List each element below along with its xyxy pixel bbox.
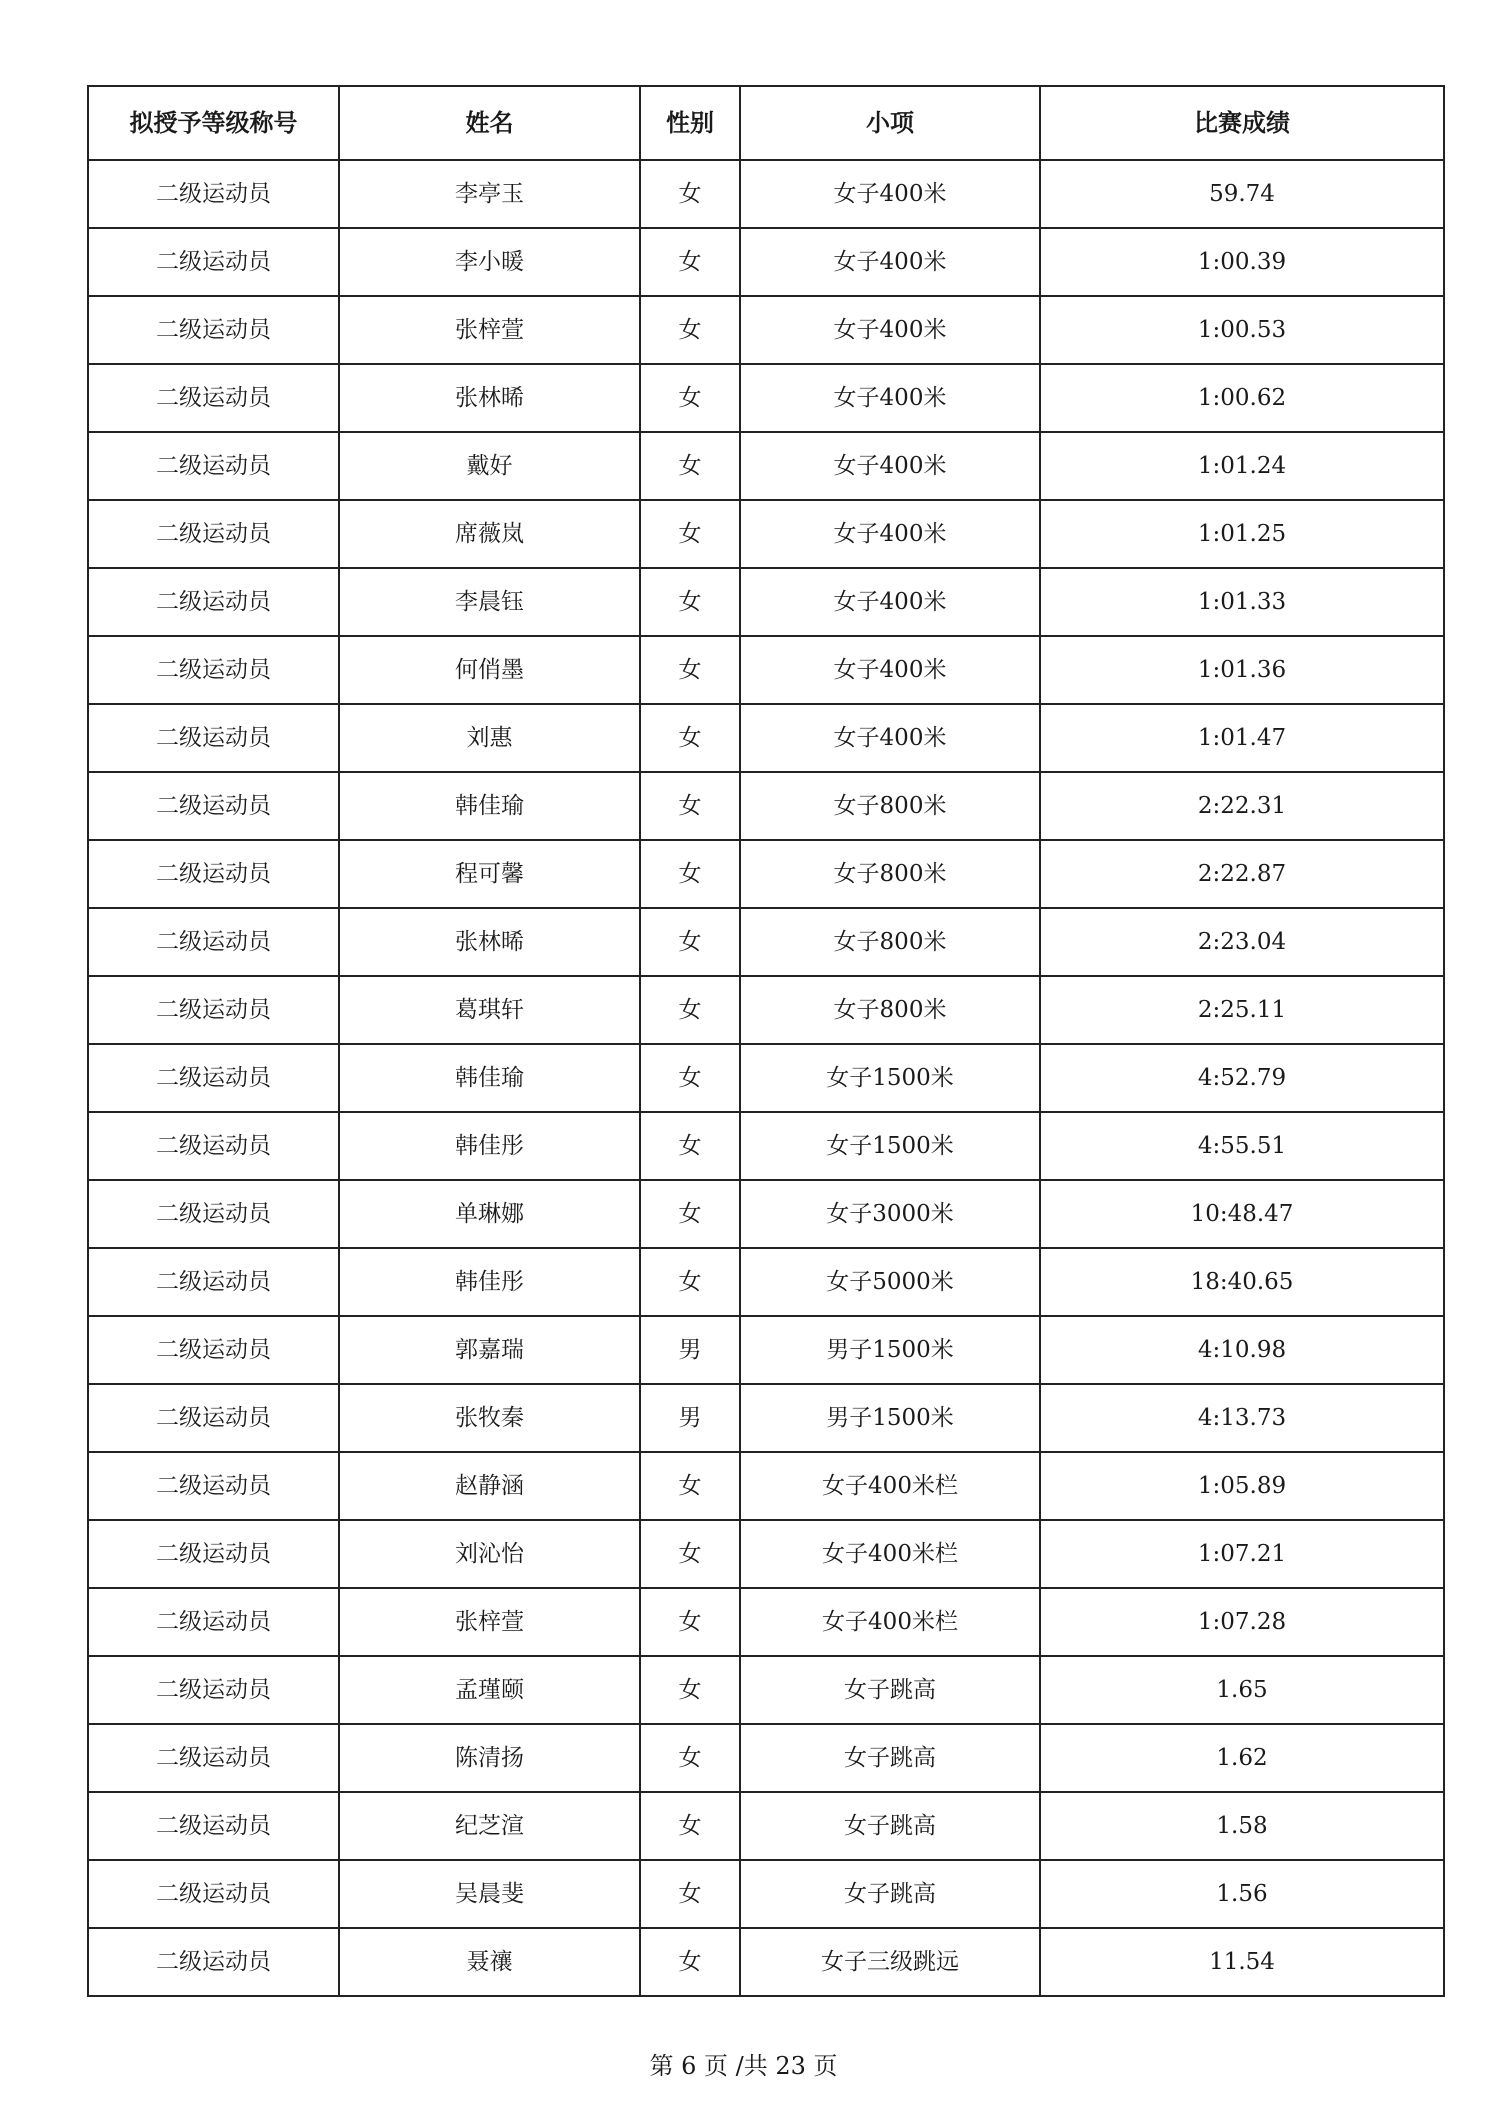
cell-result: 11.54 bbox=[1040, 1928, 1444, 1996]
table-row bbox=[88, 1860, 1444, 1928]
table-row bbox=[88, 228, 1444, 296]
cell-event: 女子三级跳远 bbox=[740, 1928, 1040, 1996]
table-row bbox=[88, 1588, 1444, 1656]
cell-result: 1:00.62 bbox=[1040, 364, 1444, 432]
cell-event: 女子800米 bbox=[740, 908, 1040, 976]
table-row bbox=[88, 1724, 1444, 1792]
cell-result: 1:01.47 bbox=[1040, 704, 1444, 772]
cell-level: 二级运动员 bbox=[88, 908, 339, 976]
table-row bbox=[88, 1112, 1444, 1180]
cell-level: 二级运动员 bbox=[88, 1792, 339, 1860]
table-row bbox=[88, 296, 1444, 364]
table-row bbox=[88, 160, 1444, 228]
cell-level: 二级运动员 bbox=[88, 1520, 339, 1588]
cell-event: 女子400米 bbox=[740, 160, 1040, 228]
cell-result: 4:10.98 bbox=[1040, 1316, 1444, 1384]
cell-event: 女子400米 bbox=[740, 704, 1040, 772]
table-row bbox=[88, 976, 1444, 1044]
cell-result: 1:00.53 bbox=[1040, 296, 1444, 364]
table-body bbox=[88, 160, 1444, 1996]
cell-event: 女子400米 bbox=[740, 364, 1040, 432]
cell-level: 二级运动员 bbox=[88, 772, 339, 840]
cell-event: 女子400米栏 bbox=[740, 1452, 1040, 1520]
table-row bbox=[88, 1452, 1444, 1520]
cell-gender: 女 bbox=[640, 568, 740, 636]
cell-gender: 女 bbox=[640, 160, 740, 228]
table-row bbox=[88, 1384, 1444, 1452]
table-row bbox=[88, 704, 1444, 772]
cell-result: 1.58 bbox=[1040, 1792, 1444, 1860]
cell-level: 二级运动员 bbox=[88, 432, 339, 500]
cell-gender: 女 bbox=[640, 1928, 740, 1996]
cell-event: 女子400米 bbox=[740, 568, 1040, 636]
cell-gender: 女 bbox=[640, 908, 740, 976]
cell-gender: 女 bbox=[640, 432, 740, 500]
cell-name: 张牧秦 bbox=[339, 1384, 640, 1452]
cell-name: 李晨钰 bbox=[339, 568, 640, 636]
cell-level: 二级运动员 bbox=[88, 160, 339, 228]
cell-event: 女子800米 bbox=[740, 976, 1040, 1044]
cell-level: 二级运动员 bbox=[88, 1928, 339, 1996]
cell-gender: 女 bbox=[640, 364, 740, 432]
cell-name: 纪芝渲 bbox=[339, 1792, 640, 1860]
cell-name: 席薇岚 bbox=[339, 500, 640, 568]
cell-name: 李亭玉 bbox=[339, 160, 640, 228]
cell-name: 葛琪轩 bbox=[339, 976, 640, 1044]
cell-gender: 女 bbox=[640, 772, 740, 840]
header-level: 拟授予等级称号 bbox=[88, 86, 339, 160]
cell-name: 韩佳瑜 bbox=[339, 1044, 640, 1112]
header-name: 姓名 bbox=[339, 86, 640, 160]
cell-name: 刘沁怡 bbox=[339, 1520, 640, 1588]
cell-gender: 女 bbox=[640, 228, 740, 296]
cell-event: 女子400米 bbox=[740, 228, 1040, 296]
cell-name: 张梓萱 bbox=[339, 1588, 640, 1656]
cell-gender: 女 bbox=[640, 500, 740, 568]
cell-name: 韩佳彤 bbox=[339, 1112, 640, 1180]
cell-gender: 女 bbox=[640, 704, 740, 772]
cell-name: 程可馨 bbox=[339, 840, 640, 908]
header-gender: 性别 bbox=[640, 86, 740, 160]
cell-gender: 女 bbox=[640, 1792, 740, 1860]
cell-gender: 女 bbox=[640, 1180, 740, 1248]
cell-level: 二级运动员 bbox=[88, 296, 339, 364]
cell-name: 张林晞 bbox=[339, 364, 640, 432]
cell-event: 女子跳高 bbox=[740, 1792, 1040, 1860]
cell-level: 二级运动员 bbox=[88, 568, 339, 636]
cell-gender: 女 bbox=[640, 1724, 740, 1792]
cell-level: 二级运动员 bbox=[88, 976, 339, 1044]
cell-gender: 女 bbox=[640, 1112, 740, 1180]
table-row bbox=[88, 1316, 1444, 1384]
cell-name: 张林晞 bbox=[339, 908, 640, 976]
cell-level: 二级运动员 bbox=[88, 1112, 339, 1180]
cell-gender: 女 bbox=[640, 1248, 740, 1316]
cell-event: 女子跳高 bbox=[740, 1724, 1040, 1792]
cell-gender: 女 bbox=[640, 296, 740, 364]
table-row bbox=[88, 1044, 1444, 1112]
cell-level: 二级运动员 bbox=[88, 704, 339, 772]
cell-level: 二级运动员 bbox=[88, 1588, 339, 1656]
cell-name: 孟瑾颐 bbox=[339, 1656, 640, 1724]
cell-name: 赵静涵 bbox=[339, 1452, 640, 1520]
cell-result: 18:40.65 bbox=[1040, 1248, 1444, 1316]
cell-event: 女子400米 bbox=[740, 296, 1040, 364]
cell-gender: 女 bbox=[640, 1656, 740, 1724]
header-result: 比赛成绩 bbox=[1040, 86, 1444, 160]
cell-event: 女子1500米 bbox=[740, 1044, 1040, 1112]
cell-result: 2:25.11 bbox=[1040, 976, 1444, 1044]
cell-level: 二级运动员 bbox=[88, 500, 339, 568]
cell-event: 女子3000米 bbox=[740, 1180, 1040, 1248]
cell-level: 二级运动员 bbox=[88, 1180, 339, 1248]
cell-name: 陈清扬 bbox=[339, 1724, 640, 1792]
cell-event: 女子400米栏 bbox=[740, 1520, 1040, 1588]
cell-gender: 女 bbox=[640, 1588, 740, 1656]
cell-name: 张梓萱 bbox=[339, 296, 640, 364]
table-row bbox=[88, 772, 1444, 840]
table-row bbox=[88, 1928, 1444, 1996]
cell-level: 二级运动员 bbox=[88, 1724, 339, 1792]
cell-level: 二级运动员 bbox=[88, 636, 339, 704]
cell-event: 女子跳高 bbox=[740, 1860, 1040, 1928]
cell-result: 59.74 bbox=[1040, 160, 1444, 228]
cell-level: 二级运动员 bbox=[88, 840, 339, 908]
cell-result: 1.65 bbox=[1040, 1656, 1444, 1724]
cell-event: 女子800米 bbox=[740, 772, 1040, 840]
cell-level: 二级运动员 bbox=[88, 1656, 339, 1724]
cell-level: 二级运动员 bbox=[88, 1860, 339, 1928]
cell-gender: 男 bbox=[640, 1316, 740, 1384]
cell-gender: 女 bbox=[640, 976, 740, 1044]
cell-event: 女子400米 bbox=[740, 500, 1040, 568]
table-row bbox=[88, 1792, 1444, 1860]
athlete-table bbox=[87, 85, 1445, 1997]
cell-result: 1:07.21 bbox=[1040, 1520, 1444, 1588]
cell-event: 女子跳高 bbox=[740, 1656, 1040, 1724]
cell-result: 1:05.89 bbox=[1040, 1452, 1444, 1520]
cell-event: 女子400米 bbox=[740, 432, 1040, 500]
table-row bbox=[88, 840, 1444, 908]
cell-level: 二级运动员 bbox=[88, 228, 339, 296]
table-row bbox=[88, 500, 1444, 568]
cell-result: 2:22.31 bbox=[1040, 772, 1444, 840]
cell-name: 李小暖 bbox=[339, 228, 640, 296]
cell-event: 女子400米栏 bbox=[740, 1588, 1040, 1656]
cell-event: 女子5000米 bbox=[740, 1248, 1040, 1316]
table-row bbox=[88, 1180, 1444, 1248]
cell-name: 韩佳彤 bbox=[339, 1248, 640, 1316]
cell-gender: 女 bbox=[640, 1520, 740, 1588]
cell-result: 4:52.79 bbox=[1040, 1044, 1444, 1112]
cell-name: 戴好 bbox=[339, 432, 640, 500]
cell-result: 1:01.36 bbox=[1040, 636, 1444, 704]
cell-event: 男子1500米 bbox=[740, 1384, 1040, 1452]
table-row bbox=[88, 1248, 1444, 1316]
table-header-row bbox=[88, 86, 1444, 160]
header-event: 小项 bbox=[740, 86, 1040, 160]
cell-result: 2:22.87 bbox=[1040, 840, 1444, 908]
cell-result: 4:55.51 bbox=[1040, 1112, 1444, 1180]
cell-event: 男子1500米 bbox=[740, 1316, 1040, 1384]
cell-result: 10:48.47 bbox=[1040, 1180, 1444, 1248]
table-row bbox=[88, 1520, 1444, 1588]
cell-result: 1:01.24 bbox=[1040, 432, 1444, 500]
table-row bbox=[88, 364, 1444, 432]
cell-name: 刘惠 bbox=[339, 704, 640, 772]
cell-gender: 女 bbox=[640, 1860, 740, 1928]
table-row bbox=[88, 1656, 1444, 1724]
cell-level: 二级运动员 bbox=[88, 1248, 339, 1316]
cell-name: 聂禳 bbox=[339, 1928, 640, 1996]
cell-result: 1:01.25 bbox=[1040, 500, 1444, 568]
cell-result: 1:07.28 bbox=[1040, 1588, 1444, 1656]
cell-result: 4:13.73 bbox=[1040, 1384, 1444, 1452]
cell-name: 单琳娜 bbox=[339, 1180, 640, 1248]
cell-level: 二级运动员 bbox=[88, 1044, 339, 1112]
cell-level: 二级运动员 bbox=[88, 364, 339, 432]
cell-gender: 女 bbox=[640, 1044, 740, 1112]
cell-gender: 女 bbox=[640, 636, 740, 704]
cell-gender: 男 bbox=[640, 1384, 740, 1452]
cell-event: 女子800米 bbox=[740, 840, 1040, 908]
cell-result: 2:23.04 bbox=[1040, 908, 1444, 976]
cell-result: 1.56 bbox=[1040, 1860, 1444, 1928]
cell-event: 女子400米 bbox=[740, 636, 1040, 704]
table-row bbox=[88, 908, 1444, 976]
cell-name: 韩佳瑜 bbox=[339, 772, 640, 840]
cell-result: 1:01.33 bbox=[1040, 568, 1444, 636]
table-row bbox=[88, 432, 1444, 500]
table-row bbox=[88, 568, 1444, 636]
cell-name: 郭嘉瑞 bbox=[339, 1316, 640, 1384]
cell-name: 何俏墨 bbox=[339, 636, 640, 704]
page-number: 第 6 页 /共 23 页 bbox=[649, 2052, 838, 2080]
table-row bbox=[88, 636, 1444, 704]
cell-level: 二级运动员 bbox=[88, 1316, 339, 1384]
cell-result: 1:00.39 bbox=[1040, 228, 1444, 296]
cell-name: 吴晨斐 bbox=[339, 1860, 640, 1928]
cell-result: 1.62 bbox=[1040, 1724, 1444, 1792]
cell-gender: 女 bbox=[640, 840, 740, 908]
cell-gender: 女 bbox=[640, 1452, 740, 1520]
cell-event: 女子1500米 bbox=[740, 1112, 1040, 1180]
cell-level: 二级运动员 bbox=[88, 1452, 339, 1520]
cell-level: 二级运动员 bbox=[88, 1384, 339, 1452]
